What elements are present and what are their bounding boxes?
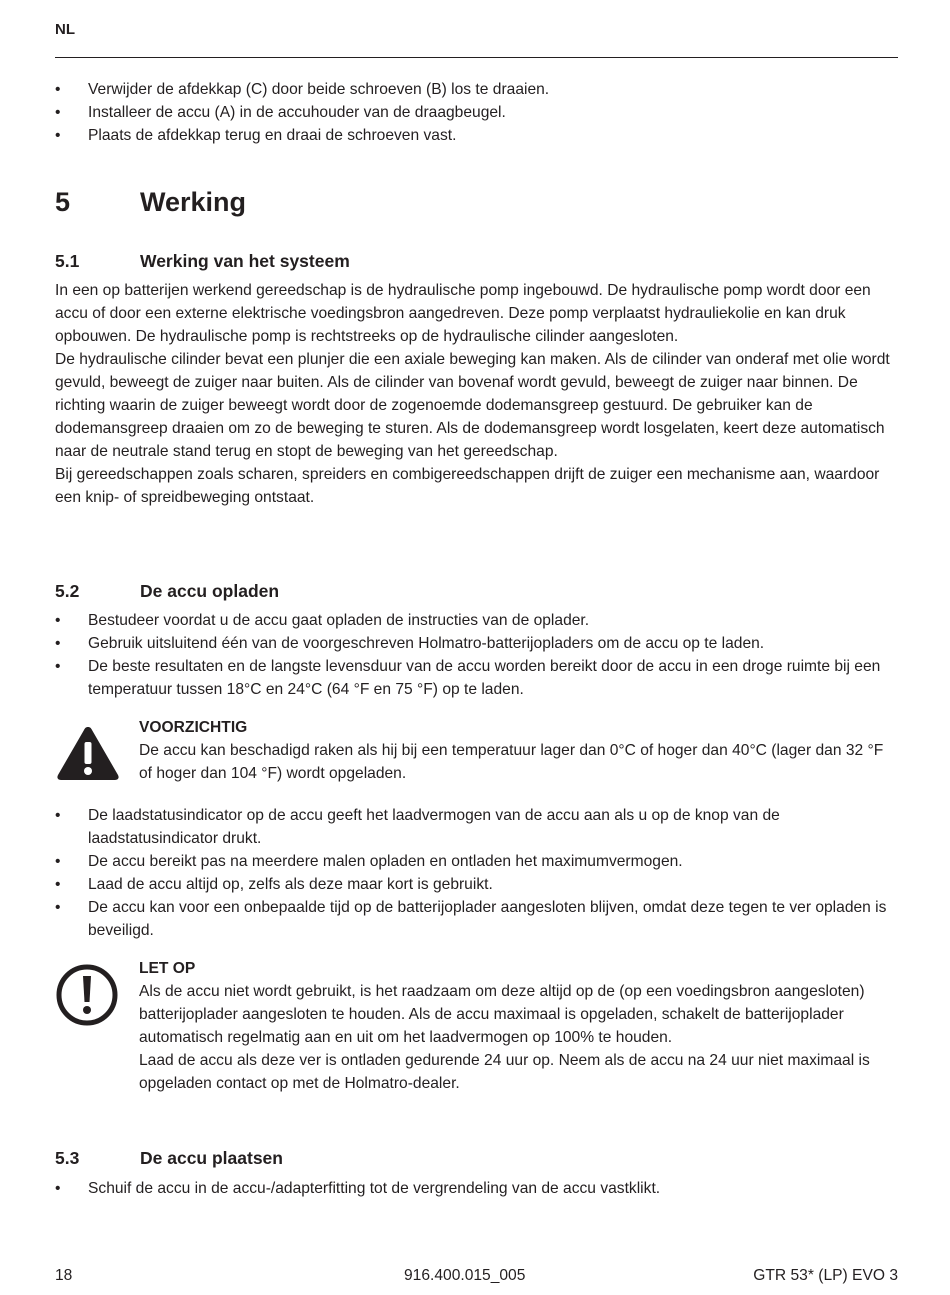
paragraph: Bij gereedschappen zoals scharen, spreiders en combigereedschappen drijft de zuiger een mechanisme aan, waardoor een knip- of spreidbeweging ontstaat.: [55, 466, 880, 506]
footer-page-number: 18: [55, 1267, 73, 1284]
list-item: • Plaats de afdekkap terug en draai de schroeven vast.: [55, 124, 900, 147]
section-heading-5-1: [55, 249, 350, 273]
list-item: • Gebruik uitsluitend één van de voorgeschreven Holmatro-batterijopladers om de accu op te laden.: [55, 632, 900, 655]
language-label: NL: [55, 21, 75, 38]
section-5-3-bullets: [55, 1177, 900, 1200]
chapter-title: Werking: [140, 187, 247, 217]
section-title: De accu plaatsen: [140, 1148, 283, 1168]
paragraph: In een op batterijen werkend gereedschap is de hydraulische pomp ingebouwd. De hydraulische pomp wordt door een accu of door een externe elektrische voedingsbron aangedreven. Deze pomp verplaatst hydrauliekolie en kan druk opbouwen. De hydraulische pomp is rechtstreeks op de hydraulische cilinder aangesloten.: [55, 282, 871, 345]
list-item: • De beste resultaten en de langste levensduur van de accu worden bereikt door de accu in een droge ruimte bij een temperatuur tussen 18°C en 24°C (64 °F en 75 °F) op te laden.: [55, 655, 900, 701]
chapter-number: 5: [55, 187, 71, 217]
caution-text: De accu kan beschadigd raken als hij bij een temperatuur lager dan 0°C of hoger dan 40°C (lager dan 32 °F of hoger dan 104 °F) wordt opgeladen.: [139, 742, 884, 782]
list-item: • Laad de accu altijd op, zelfs als deze maar kort is gebruikt.: [55, 873, 900, 896]
section-heading-5-2: [55, 579, 279, 603]
section-number: 5.1: [55, 251, 80, 271]
notice-title: LET OP: [139, 960, 196, 977]
section-5-2-bullets-a: [55, 609, 900, 701]
caution-title: VOORZICHTIG: [139, 719, 248, 736]
warning-triangle-icon: [55, 724, 121, 787]
section-heading-5-3: [55, 1146, 283, 1170]
chapter-heading: [55, 184, 246, 220]
list-item: • De laadstatusindicator op de accu geeft het laadvermogen van de accu aan als u op de knop van de laadstatusindicator drukt.: [55, 804, 900, 850]
header-rule: [55, 57, 898, 58]
section-title: Werking van het systeem: [140, 251, 350, 271]
list-item: • De accu bereikt pas na meerdere malen opladen en ontladen het maximumvermogen.: [55, 850, 900, 873]
notice-text: Laad de accu als deze ver is ontladen gedurende 24 uur op. Neem als de accu na 24 uur niet maximaal is opgeladen contact op met de Holmatro-dealer.: [139, 1052, 870, 1092]
footer-doc-code: 916.400.015_005: [404, 1267, 526, 1284]
section-5-1-body: [55, 279, 900, 509]
caution-notice: [139, 716, 899, 785]
footer-model: GTR 53* (LP) EVO 3: [753, 1267, 898, 1284]
paragraph: De hydraulische cilinder bevat een plunjer die een axiale beweging kan maken. Als de cilinder van onderaf met olie wordt gevuld, beweegt de zuiger naar buiten. Als de cilinder van bovenaf wordt gevuld, beweegt de zuiger naar binnen. De richting waarin de zuiger beweegt wordt door de zogenoemde dodemansgreep gestuurd. De gebruiker kan de dodemansgreep draaien om zo de beweging te sturen. Als de dodemansgreep wordt losgelaten, keert deze automatisch naar de neutrale stand terug en stopt de beweging van het gereedschap.: [55, 351, 890, 460]
let-op-notice: [139, 957, 899, 1095]
section-number: 5.3: [55, 1148, 80, 1168]
list-item: • Installeer de accu (A) in de accuhouder van de draagbeugel.: [55, 101, 900, 124]
notice-text: Als de accu niet wordt gebruikt, is het raadzaam om deze altijd op de (op een voedingsbron aangesloten) batterijoplader aangesloten te houden. Als de accu maximaal is opgeladen, schakelt de batterijoplader automatisch regelmatig aan en uit om het laadvermogen op 100% te houden.: [139, 983, 865, 1046]
intro-bullet-list: [55, 78, 900, 147]
section-title: De accu opladen: [140, 581, 280, 601]
section-number: 5.2: [55, 581, 80, 601]
list-item: • Schuif de accu in de accu-/adapterfitting tot de vergrendeling van de accu vastklikt.: [55, 1177, 900, 1200]
list-item: • Bestudeer voordat u de accu gaat opladen de instructies van de oplader.: [55, 609, 900, 632]
section-5-2-bullets-b: [55, 804, 900, 942]
list-item: • Verwijder de afdekkap (C) door beide schroeven (B) los te draaien.: [55, 78, 900, 101]
list-item: • De accu kan voor een onbepaalde tijd op de batterijoplader aangesloten blijven, omdat deze tegen te ver opladen is beveiligd.: [55, 896, 900, 942]
exclamation-circle-icon: [55, 963, 119, 1032]
